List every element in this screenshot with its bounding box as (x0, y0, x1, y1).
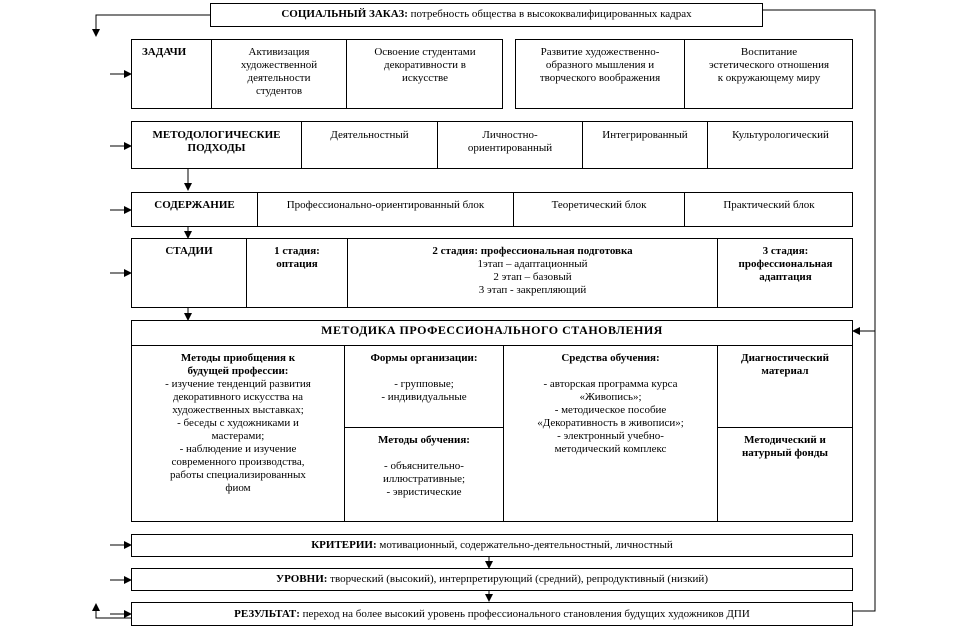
tasks-box-left (131, 39, 503, 109)
approaches-label: МЕТОДОЛОГИЧЕСКИЕ ПОДХОДЫ (152, 129, 281, 154)
content-practice-block: Практический блок (723, 199, 815, 211)
tasks-label: ЗАДАЧИ (142, 46, 187, 58)
tasks-box-right (515, 39, 853, 109)
task-aesthetic: Воспитание эстетического отношения к окружающему миру (708, 46, 830, 84)
criteria-label: КРИТЕРИИ: (311, 539, 377, 551)
approach-personal: Личностно- ориентированный (467, 129, 553, 154)
feedback-line-bottom-left (96, 604, 131, 618)
result-text (132, 608, 852, 621)
criteria-box (131, 534, 853, 557)
stage-3: 3 стадия: профессиональная адаптация (738, 245, 833, 283)
result-label: РЕЗУЛЬТАТ: (234, 608, 300, 620)
feedback-line-top-left (96, 15, 210, 36)
stage-1: 1 стадия: оптация (274, 245, 320, 270)
methods-introduction: Методы приобщения к будущей профессии: - изучение тенденций развития декоративного искусства на художественных выставках; - беседы с художниками и мастерами; - наблюдение и изучение современного производства, работы специализированных фиом (165, 352, 311, 494)
levels-box (131, 568, 853, 591)
result-value: переход на более высокий уровень профессионального становления будущих художников ДПИ (302, 608, 750, 620)
criteria-value: мотивационный, содержательно-деятельностный, личностный (379, 539, 673, 551)
content-label: СОДЕРЖАНИЕ (154, 199, 235, 211)
teaching-means: Средства обучения: - авторская программа курса «Живопись»; - методическое пособие «Декоративность в живописи»; - электронный учебно- методический комплекс (537, 352, 684, 455)
stage-2: 2 стадия: профессиональная подготовка 1этап – адаптационный 2 этап – базовый 3 этап - закрепляющий (432, 245, 633, 296)
levels-value: творческий (высокий), интерпретирующий (средний), репродуктивный (низкий) (330, 573, 708, 585)
social-order-box (210, 3, 763, 27)
stages-box (131, 238, 853, 308)
methodical-funds: Методический и натурный фонды (741, 434, 829, 459)
diagnostic-material: Диагностический материал (741, 352, 829, 377)
teaching-methods: Методы обучения: - объяснительно- иллюстративные; - эвристические (378, 434, 470, 498)
levels-label: УРОВНИ: (276, 573, 328, 585)
approach-activity: Деятельностный (330, 129, 409, 141)
result-box (131, 602, 853, 626)
task-activation: Активизация художественной деятельности студентов (240, 46, 318, 97)
social-order-value: потребность общества в высококвалифицированных кадрах (410, 8, 692, 20)
social-order-text (211, 8, 762, 21)
forms-of-organization: Формы организации: - групповые; - индивидуальные (370, 352, 478, 403)
stages-label: СТАДИИ (165, 245, 213, 257)
content-box (131, 192, 853, 227)
criteria-text (132, 539, 852, 552)
social-order-label: СОЦИАЛЬНЫЙ ЗАКАЗ: (281, 8, 408, 20)
approach-cultural: Культурологический (732, 129, 829, 141)
methodology-box (131, 320, 853, 522)
methodology-title: МЕТОДИКА ПРОФЕССИОНАЛЬНОГО СТАНОВЛЕНИЯ (321, 323, 663, 337)
content-theory-block: Теоретический блок (551, 199, 647, 211)
task-imagination: Развитие художественно- образного мышления и творческого воображения (539, 46, 661, 84)
levels-text (132, 573, 852, 586)
approaches-box (131, 121, 853, 169)
approach-integrated: Интегрированный (602, 129, 688, 141)
content-professional-block: Профессионально-ориентированный блок (286, 199, 485, 211)
task-decorativeness: Освоение студентами декоративности в искусстве (374, 46, 476, 84)
